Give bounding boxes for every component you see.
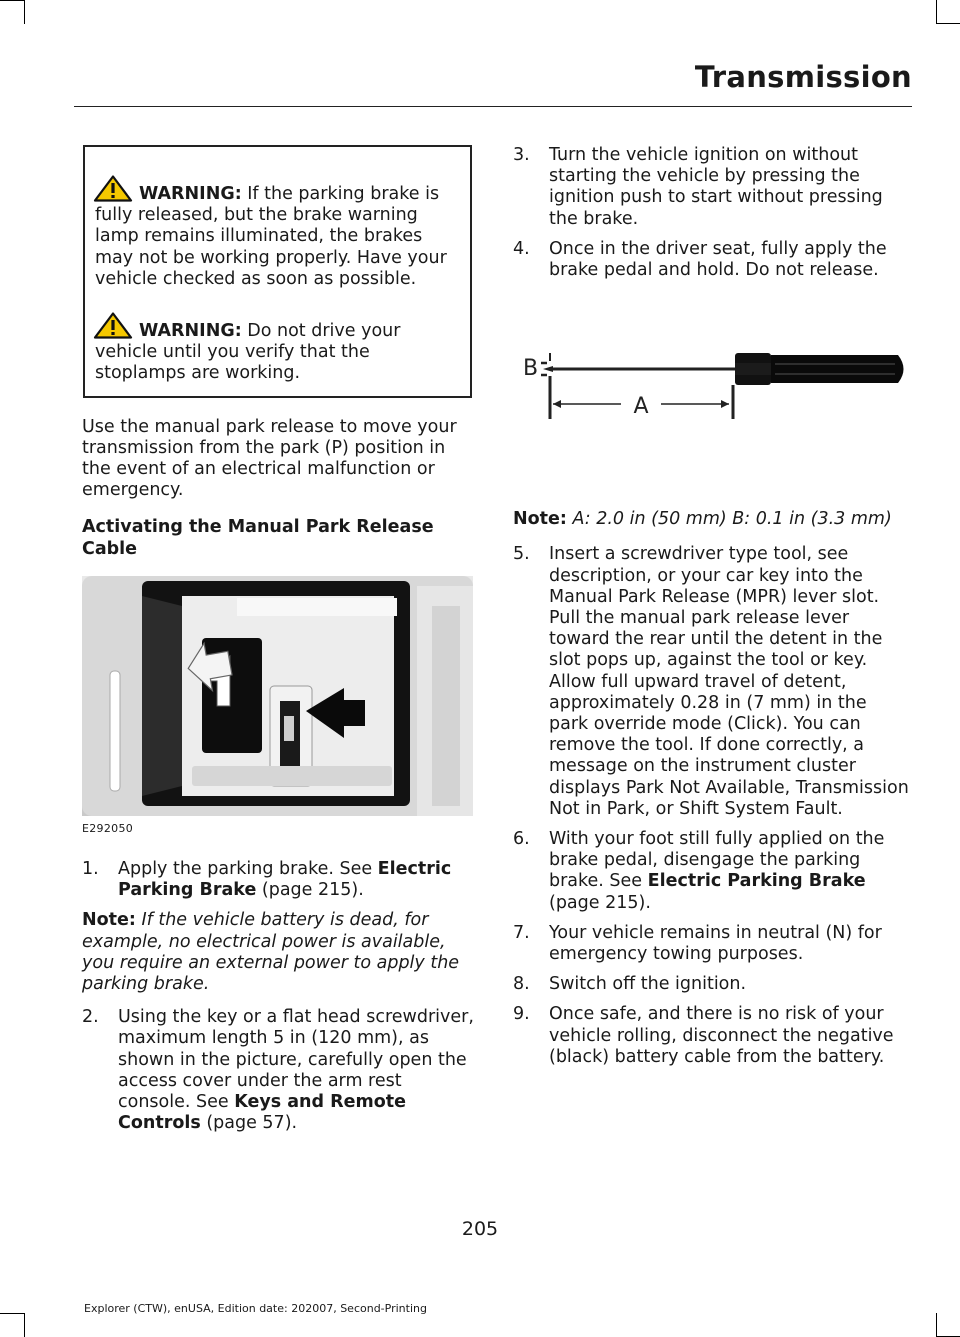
crop-mark: [24, 0, 25, 24]
warning-text: If the parking brake is fully released, but the brake warning lamp remains illuminated, the brakes may not be working properly. Have your vehicle checked as soon as possible.: [95, 184, 447, 289]
note-paragraph: [82, 910, 476, 995]
console-illustration: [82, 576, 473, 816]
cross-reference-link[interactable]: Keys and Remote Controls: [118, 1092, 406, 1134]
step-number: 9.: [513, 1004, 530, 1025]
step-text: Once in the driver seat, fully apply the brake pedal and hold. Do not release.: [549, 238, 887, 281]
warning-triangle-icon: [93, 175, 133, 202]
crop-mark: [936, 23, 960, 24]
warning-box: [83, 145, 472, 398]
note-text: A: 2.0 in (50 mm) B: 0.1 in (3.3 mm): [566, 509, 892, 530]
dimension-label-a: A: [633, 394, 649, 420]
intro-paragraph: Use the manual park release to move your transmission from the park (P) position in the event of an electrical malfunction or emergency.: [82, 416, 457, 501]
crop-mark: [0, 0, 24, 1]
warning-text: Do not drive your vehicle until you verify that the stoplamps are working.: [95, 321, 401, 384]
step-text: Apply the parking brake. See: [118, 859, 378, 880]
note-label: Note:: [513, 509, 567, 530]
note-text: If the vehicle battery is dead, for example, no electrical power is available, you require an external power to apply the parking brake.: [82, 910, 460, 995]
warning-triangle-icon: [93, 312, 133, 339]
step-item: [82, 1007, 476, 1134]
crop-mark: [0, 1313, 24, 1314]
step-item: [513, 1004, 911, 1068]
warning-label: WARNING:: [139, 184, 242, 204]
page-reference: (page 57).: [200, 1113, 298, 1134]
dimension-label-b: B: [523, 356, 539, 382]
step-item: [513, 974, 911, 995]
step-number: 7.: [513, 922, 530, 943]
step-text: Insert a screwdriver type tool, see description, or your car key into the Manual Park Release (MPR) lever slot. Pull the manual park release lever toward the rear until the detent in the slot pops up, against the tool or key. Allow full upward travel of detent, approximately 0.28 in (7 mm) in the park override mode (Click). You can remove the tool. If done correctly, a message on the instrument cluster displays Park Not Available, Transmission Not in Park, or Shift System Fault.: [549, 544, 909, 819]
step-text: Turn the vehicle ignition on without starting the vehicle by pressing the ignition push to start without pressing the brake.: [549, 145, 883, 229]
warning-item: [95, 175, 460, 290]
step-item: [513, 239, 911, 281]
step-text: Your vehicle remains in neutral (N) for emergency towing purposes.: [549, 922, 882, 965]
note-label: Note:: [82, 910, 136, 931]
step-item: [513, 544, 911, 820]
page-title: Transmission: [694, 60, 912, 94]
screwdriver-illustration: [513, 331, 911, 451]
step-number: 4.: [513, 238, 530, 259]
step-item: [513, 145, 911, 230]
step-item: [82, 859, 476, 901]
step-number: 8.: [513, 974, 530, 995]
left-column: [82, 145, 476, 1143]
step-number: 6.: [513, 829, 530, 850]
step-number: 3.: [513, 145, 530, 165]
step-text: Once safe, and there is no risk of your vehicle rolling, disconnect the negative (black) battery cable from the battery.: [549, 1004, 894, 1067]
step-number: 5.: [513, 544, 530, 565]
step-text: Using the key or a flat head screwdriver, maximum length 5 in (120 mm), as shown in the picture, carefully open the access cover under the arm rest console. See: [118, 1007, 474, 1113]
figure-code: E292050: [82, 821, 134, 835]
step-item: [513, 923, 911, 965]
crop-mark: [936, 0, 937, 24]
cross-reference-link[interactable]: Electric Parking Brake: [647, 871, 866, 892]
page-number: 205: [461, 1218, 499, 1240]
header-divider: [74, 106, 912, 107]
warning-label: WARNING:: [139, 321, 242, 342]
step-text: Switch off the ignition.: [549, 974, 747, 995]
note-paragraph: [513, 509, 911, 530]
page-reference: (page 215).: [549, 892, 651, 913]
page-reference: (page 215).: [256, 880, 364, 901]
section-heading: Activating the Manual Park Release Cable: [82, 517, 434, 559]
crop-mark: [24, 1313, 25, 1337]
step-number: 1.: [82, 859, 99, 880]
right-column: [513, 145, 911, 1077]
cross-reference-link[interactable]: Electric Parking Brake: [118, 859, 452, 901]
crop-mark: [936, 1313, 937, 1337]
footer-edition-info: Explorer (CTW), enUSA, Edition date: 202007, Second-Printing: [84, 1302, 427, 1315]
step-text: With your foot still fully applied on the brake pedal, disengage the parking brake. See: [549, 829, 885, 892]
step-number: 2.: [82, 1007, 99, 1028]
step-item: [513, 829, 911, 914]
warning-item: [95, 312, 460, 385]
